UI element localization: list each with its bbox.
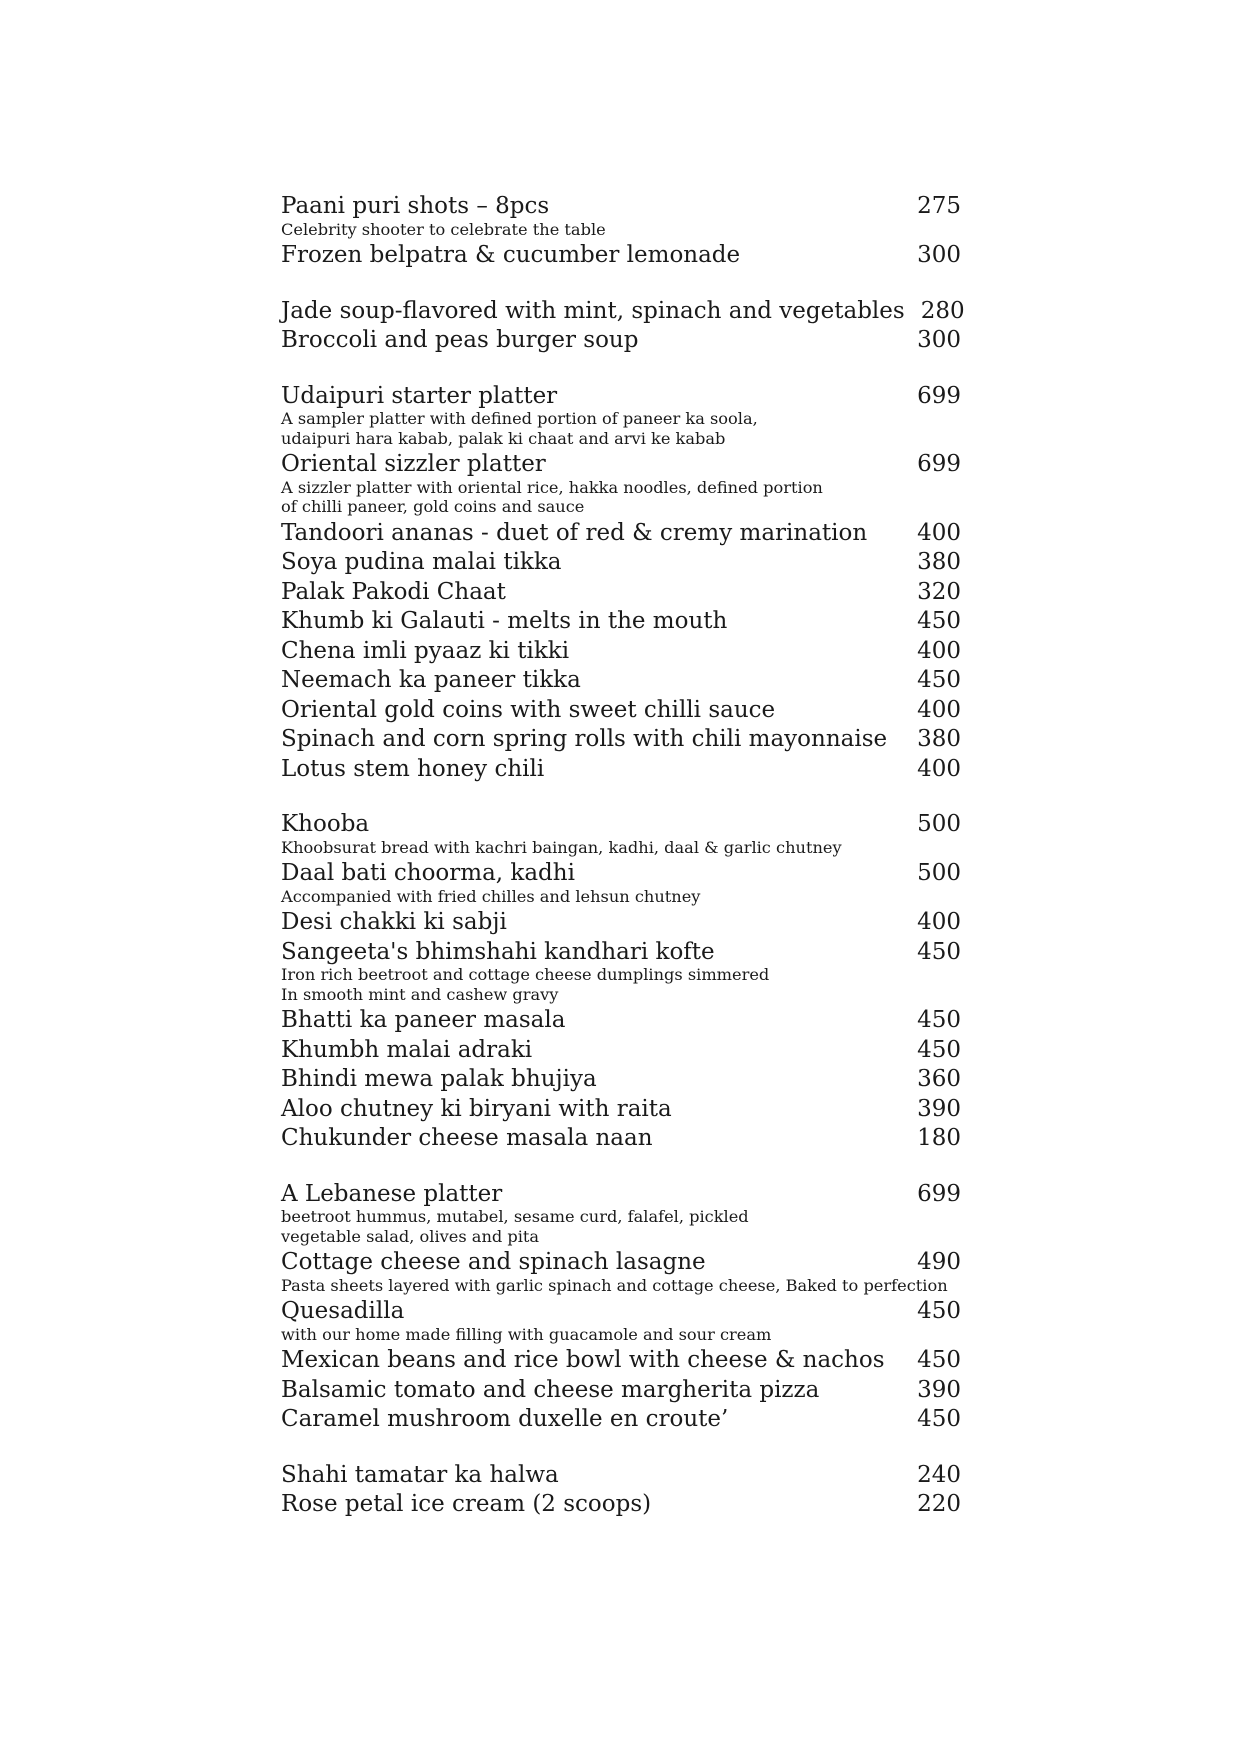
- menu-item-description: Iron rich beetroot and cottage cheese dumplings simmered: [281, 965, 770, 984]
- menu-item-price: 320: [917, 578, 961, 605]
- menu-item-row: [281, 607, 961, 637]
- menu-list: [281, 192, 965, 1520]
- menu-section: [281, 192, 961, 271]
- menu-item-row: [281, 859, 961, 889]
- menu-item: [281, 810, 961, 858]
- menu-item: [281, 1036, 961, 1066]
- menu-item-row: [281, 241, 961, 271]
- menu-item-name: Sangeeta's bhimshahi kandhari kofte: [281, 938, 715, 965]
- menu-item: [281, 1065, 961, 1095]
- menu-item: [281, 1006, 961, 1036]
- menu-item-price: 390: [917, 1095, 961, 1122]
- menu-item: [281, 450, 961, 518]
- menu-item-row: [281, 297, 965, 327]
- menu-item-price: 450: [917, 608, 961, 634]
- menu-item: [281, 607, 961, 637]
- menu-item-row: [281, 326, 961, 356]
- menu-item-description: A sampler platter with defined portion of paneer ka soola,: [281, 409, 758, 428]
- menu-item-price: 180: [917, 1125, 961, 1151]
- menu-item-price: 400: [917, 519, 961, 546]
- menu-item-name: Khooba: [281, 811, 370, 837]
- menu-item-price: 450: [917, 1298, 961, 1324]
- menu-item-price: 360: [917, 1066, 961, 1092]
- menu-item-price: 400: [917, 755, 961, 782]
- menu-item-name: Khumbh malai adraki: [281, 1036, 533, 1063]
- menu-item-row: [281, 725, 961, 755]
- menu-item-row: [281, 1065, 961, 1095]
- menu-item: [281, 519, 961, 549]
- menu-item: [281, 908, 961, 938]
- menu-item-row: [281, 519, 961, 549]
- menu-section: [281, 297, 965, 356]
- menu-item-name: Caramel mushroom duxelle en croute’: [281, 1406, 729, 1432]
- menu-item-price: 450: [917, 938, 961, 965]
- menu-item-description: Celebrity shooter to celebrate the table: [281, 219, 606, 239]
- menu-item-name: Oriental gold coins with sweet chilli sauce: [281, 696, 776, 723]
- menu-item-price: 450: [917, 1347, 961, 1373]
- menu-item-price: 450: [917, 667, 961, 693]
- menu-item-row: [281, 1124, 961, 1154]
- menu-item-row: [281, 1346, 961, 1376]
- menu-item: [281, 637, 961, 667]
- menu-item-row: [281, 1297, 961, 1327]
- menu-item-price: 275: [917, 193, 961, 219]
- menu-item-name: Tandoori ananas - duet of red & cremy marination: [281, 519, 868, 546]
- menu-item-row: [281, 666, 961, 696]
- menu-item-name: Rose petal ice cream (2 scoops): [281, 1491, 652, 1517]
- menu-item: [281, 578, 961, 608]
- menu-item-price: 699: [917, 451, 961, 477]
- menu-item-row: [281, 696, 961, 726]
- menu-item-name: Broccoli and peas burger soup: [281, 327, 639, 353]
- menu-item-description: Accompanied with fried chilles and lehsun chutney: [281, 886, 701, 906]
- menu-item-price: 300: [917, 242, 961, 268]
- menu-item-row: [281, 1405, 961, 1435]
- menu-item-name: Palak Pakodi Chaat: [281, 578, 506, 605]
- menu-item-row: [281, 450, 961, 480]
- menu-item-description: Khoobsurat bread with kachri baingan, kadhi, daal & garlic chutney: [281, 837, 842, 857]
- menu-item: [281, 1095, 961, 1125]
- menu-item-row: [281, 1180, 961, 1210]
- menu-item-price: 450: [917, 1036, 961, 1063]
- menu-item: [281, 755, 961, 785]
- menu-item-name: Balsamic tomato and cheese margherita pizza: [281, 1376, 820, 1403]
- menu-item: [281, 1490, 961, 1520]
- menu-item: [281, 548, 961, 578]
- menu-item-name: Soya pudina malai tikka: [281, 549, 562, 575]
- menu-item-price: 699: [917, 1180, 961, 1207]
- menu-item-name: Khumb ki Galauti - melts in the mouth: [281, 608, 728, 634]
- menu-item-description: of chilli paneer, gold coins and sauce: [281, 497, 585, 516]
- menu-item: [281, 725, 961, 755]
- menu-item-name: Frozen belpatra & cucumber lemonade: [281, 242, 741, 268]
- menu-section: [281, 1180, 961, 1435]
- menu-item-price: 400: [917, 909, 961, 935]
- menu-item-name: A Lebanese platter: [281, 1180, 503, 1207]
- menu-item: [281, 382, 961, 450]
- menu-item-name: Udaipuri starter platter: [281, 382, 558, 409]
- menu-item-name: Paani puri shots – 8pcs: [281, 193, 550, 219]
- menu-item: [281, 859, 961, 907]
- menu-item-description: A sizzler platter with oriental rice, hakka noodles, defined portion: [281, 477, 823, 497]
- menu-item-name: Daal bati choorma, kadhi: [281, 860, 575, 886]
- menu-item-name: Lotus stem honey chili: [281, 755, 545, 782]
- menu-section: [281, 810, 961, 1154]
- menu-item-row: [281, 810, 961, 840]
- menu-item-row: [281, 1006, 961, 1036]
- menu-item-price: 280: [920, 297, 965, 324]
- menu-item-price: 450: [917, 1007, 961, 1033]
- menu-item-price: 500: [917, 860, 961, 886]
- menu-item: [281, 297, 965, 327]
- menu-item-description: vegetable salad, olives and pita: [281, 1226, 540, 1246]
- menu-item-name: Oriental sizzler platter: [281, 451, 546, 477]
- menu-item-price: 450: [917, 1406, 961, 1432]
- menu-item-name: Mexican beans and rice bowl with cheese & nachos: [281, 1347, 885, 1373]
- menu-item-row: [281, 1248, 961, 1278]
- menu-item-price: 380: [917, 726, 961, 752]
- menu-item-name: Bhatti ka paneer masala: [281, 1007, 566, 1033]
- menu-item: [281, 1405, 961, 1435]
- menu-item: [281, 192, 961, 240]
- menu-item: [281, 666, 961, 696]
- menu-item: [281, 1346, 961, 1376]
- menu-item: [281, 1461, 961, 1491]
- menu-item-row: [281, 908, 961, 938]
- menu-item-price: 400: [917, 637, 961, 664]
- menu-item: [281, 1297, 961, 1345]
- menu-item-name: Jade soup-flavored with mint, spinach and vegetables: [281, 297, 905, 324]
- menu-item-price: 380: [917, 549, 961, 575]
- menu-item-name: Spinach and corn spring rolls with chili mayonnaise: [281, 726, 888, 752]
- menu-item-row: [281, 1095, 961, 1125]
- menu-item-description: Pasta sheets layered with garlic spinach and cottage cheese, Baked to perfection: [281, 1275, 948, 1295]
- menu-item-description: beetroot hummus, mutabel, sesame curd, falafel, pickled: [281, 1207, 749, 1226]
- menu-item-price: 400: [917, 696, 961, 723]
- menu-item-row: [281, 1376, 961, 1406]
- menu-section: [281, 382, 961, 785]
- menu-item: [281, 1248, 961, 1296]
- menu-item-description: udaipuri hara kabab, palak ki chaat and arvi ke kabab: [281, 428, 726, 448]
- menu-item-name: Aloo chutney ki biryani with raita: [281, 1095, 672, 1122]
- menu-item: [281, 326, 961, 356]
- menu-item-row: [281, 382, 961, 412]
- menu-item-row: [281, 1490, 961, 1520]
- menu-item: [281, 1124, 961, 1154]
- menu-item-name: Chukunder cheese masala naan: [281, 1125, 653, 1151]
- menu-item-name: Cottage cheese and spinach lasagne: [281, 1249, 706, 1275]
- menu-item-price: 390: [917, 1376, 961, 1403]
- menu-item: [281, 696, 961, 726]
- menu-item-row: [281, 637, 961, 667]
- menu-item-name: Shahi tamatar ka halwa: [281, 1461, 559, 1488]
- menu-item-row: [281, 548, 961, 578]
- menu-item-row: [281, 578, 961, 608]
- menu-item-row: [281, 938, 961, 968]
- menu-item-price: 220: [917, 1491, 961, 1517]
- menu-item-row: [281, 755, 961, 785]
- menu-section: [281, 1461, 961, 1520]
- menu-item-name: Bhindi mewa palak bhujiya: [281, 1066, 597, 1092]
- menu-item-row: [281, 1036, 961, 1066]
- menu-item-price: 240: [917, 1461, 961, 1488]
- menu-item-price: 699: [917, 382, 961, 409]
- menu-item: [281, 241, 961, 271]
- menu-item: [281, 938, 961, 1006]
- menu-item-description: In smooth mint and cashew gravy: [281, 984, 559, 1004]
- menu-item: [281, 1180, 961, 1248]
- menu-item-row: [281, 192, 961, 222]
- menu-item-row: [281, 1461, 961, 1491]
- menu-item-name: Chena imli pyaaz ki tikki: [281, 637, 570, 664]
- menu-item: [281, 1376, 961, 1406]
- menu-item-name: Quesadilla: [281, 1298, 405, 1324]
- menu-item-price: 500: [917, 811, 961, 837]
- menu-item-name: Neemach ka paneer tikka: [281, 667, 581, 693]
- menu-item-price: 490: [917, 1249, 961, 1275]
- menu-item-name: Desi chakki ki sabji: [281, 909, 507, 935]
- menu-item-description: with our home made filling with guacamole and sour cream: [281, 1324, 772, 1344]
- menu-item-price: 300: [917, 327, 961, 353]
